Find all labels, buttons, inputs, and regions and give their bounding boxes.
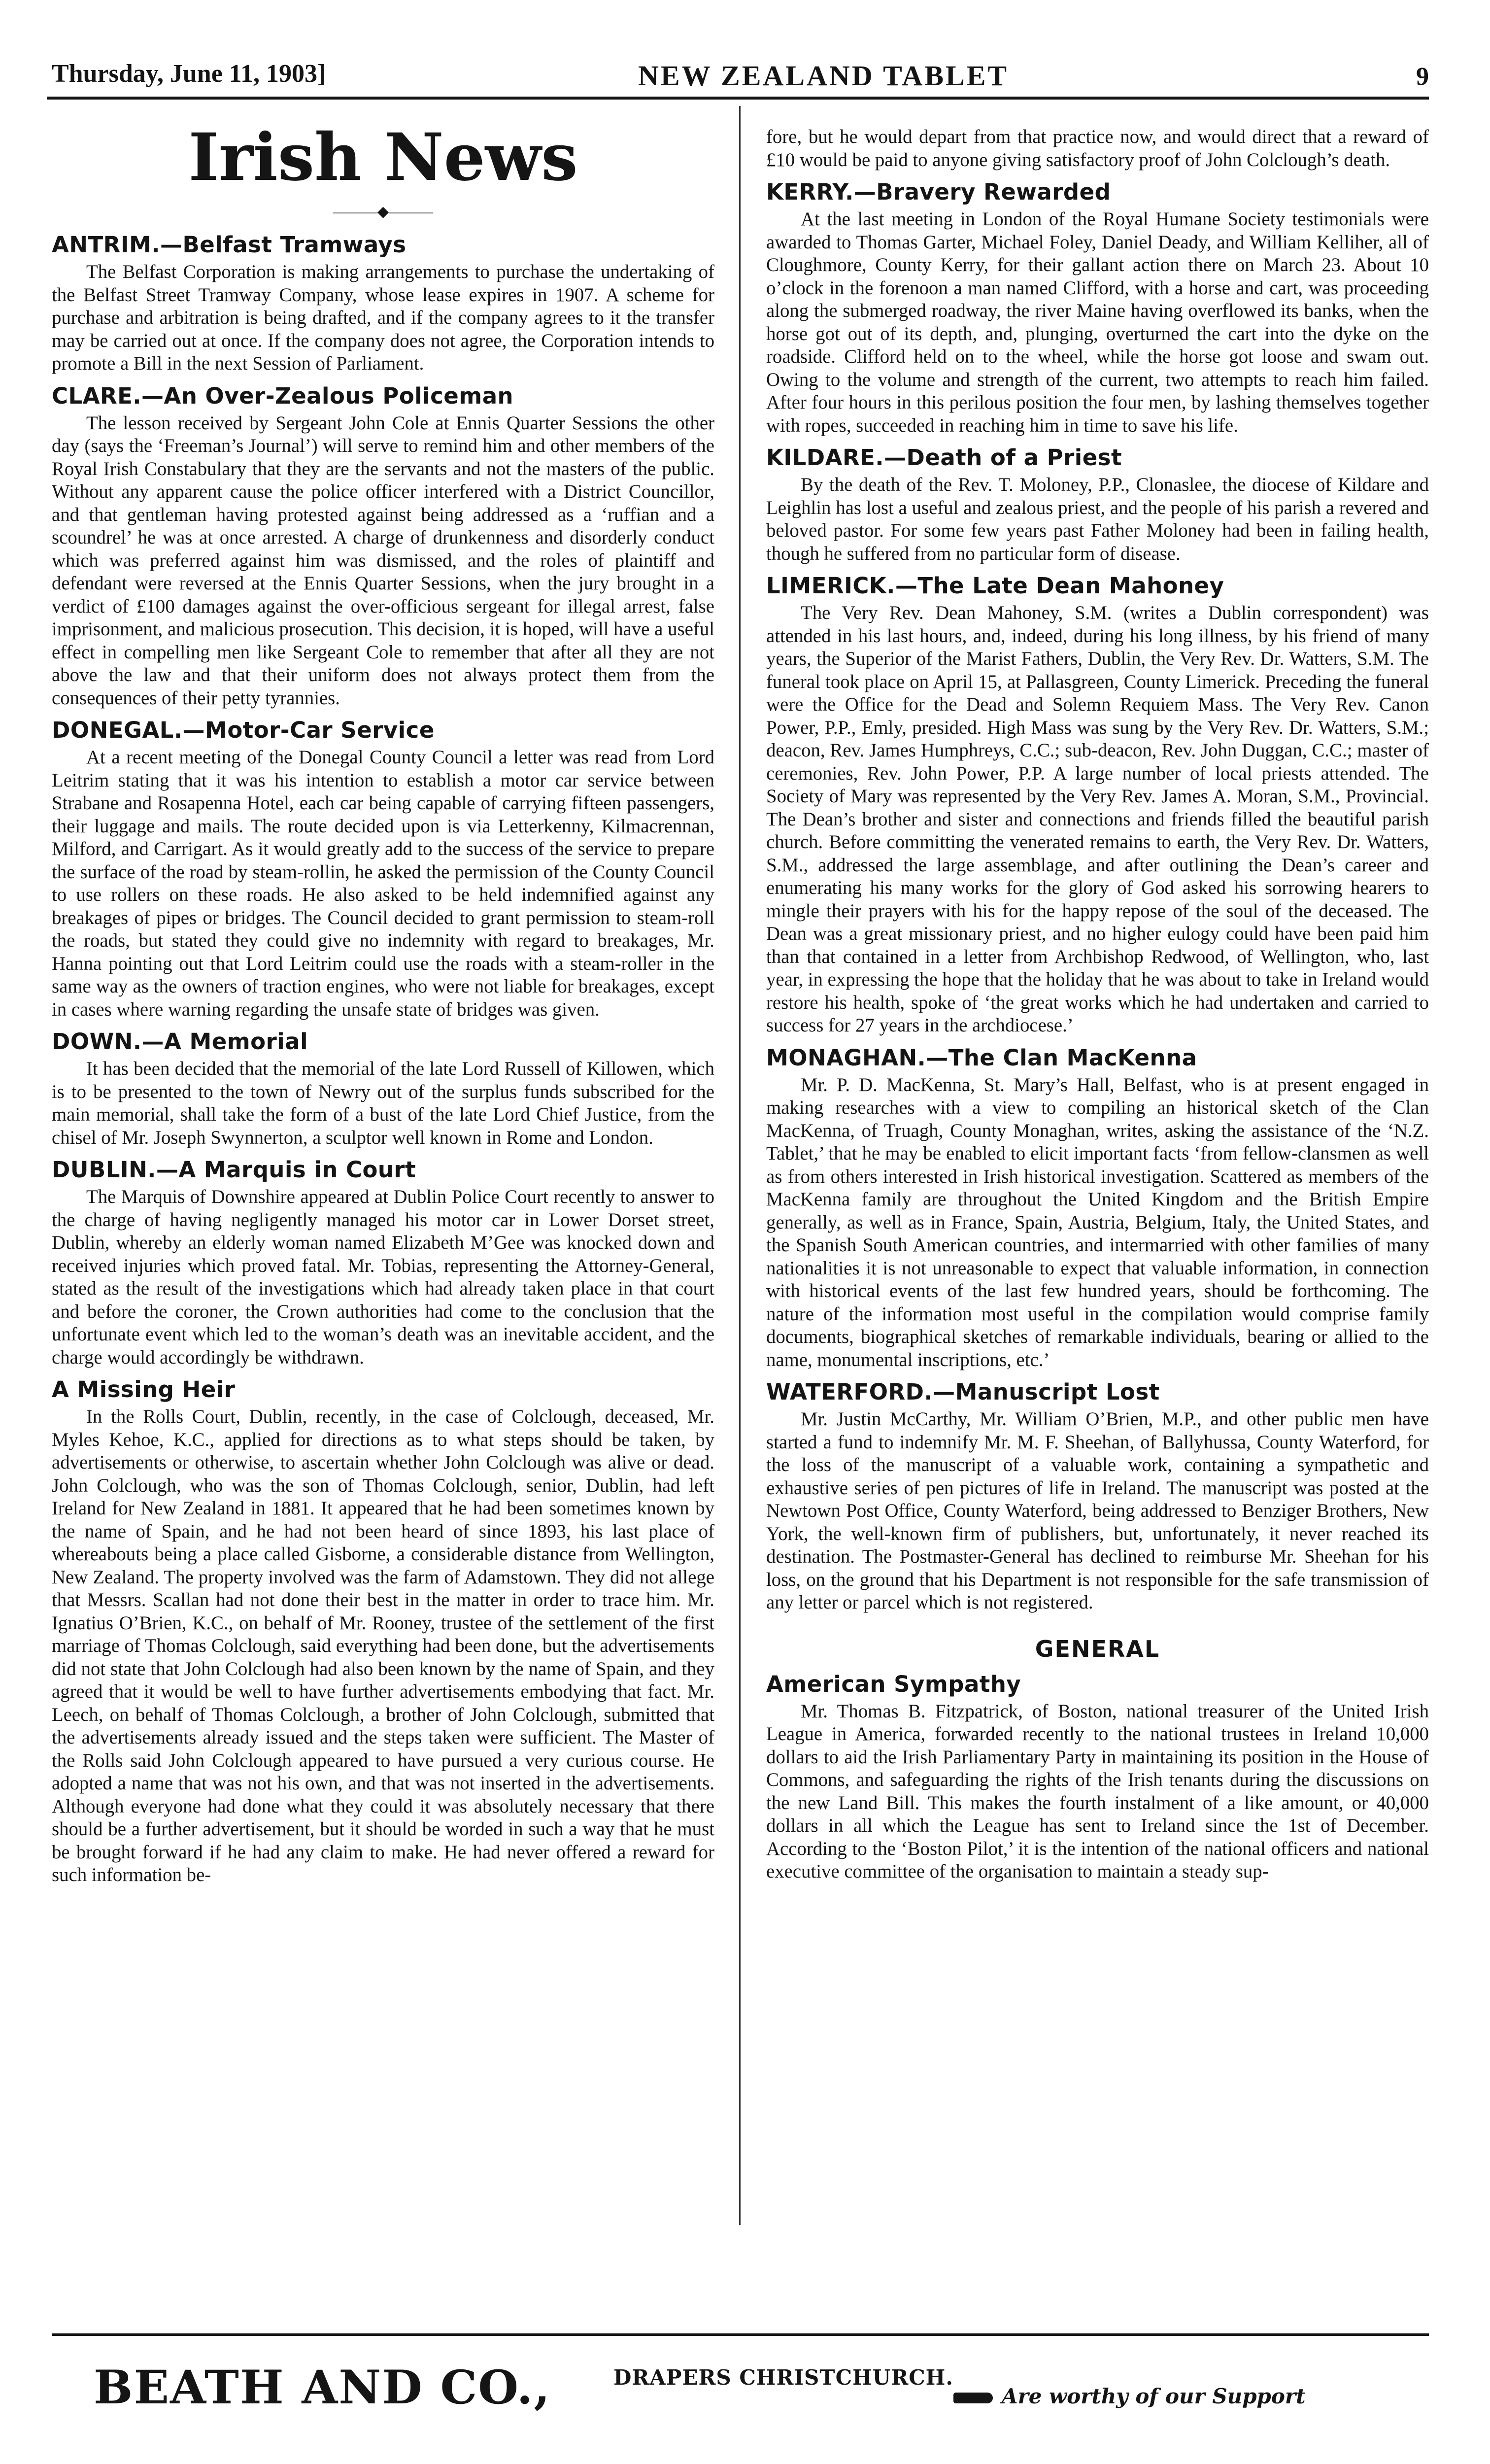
advertiser-tagline: Are worthy of our Support — [1002, 2384, 1306, 2408]
left-articles — [52, 231, 714, 1887]
pointing-hand-icon — [953, 2393, 993, 2403]
right-articles — [766, 126, 1429, 1614]
article-title: Death of a Priest — [906, 445, 1122, 471]
article-title: Motor-Car Service — [205, 717, 435, 743]
heading-dash: — — [933, 1379, 955, 1405]
article-paragraph: Mr. P. D. MacKenna, St. Mary’s Hall, Belfast, who is at present engaged in making researches with a view to compiling an historical sketch of the Clan MacKenna, of Truagh, County Monaghan, writes, asking the assistance of the ‘N.Z. Tablet,’ that he may be enabled to elicit important facts ‘from fellow-clansmen as well as from others interested in Irish historical investigation. Scattered as members of the MacKenna family are throughout the United Kingdom and the British Empire generally, as well as in France, Spain, Austria, Belgium, Italy, the United States, and the Spanish South American countries, and intermarried with other families of many nationalities it is not unreasonable to expect that valuable information, in connection with historical events of the last few hundred years, should be forthcoming. The nature of the information most useful in the compilation would comprise family documents, biographical sketches of remarkable individuals, bearing or allied to the name, monumental inscriptions, etc.’ — [766, 1074, 1429, 1370]
article-heading — [766, 1044, 1429, 1072]
heading-dash: — — [182, 717, 205, 743]
column-divider — [739, 106, 741, 2225]
article-paragraph: It has been decided that the memorial of the late Lord Russell of Killowen, which is to be presented to the town of Newry out of the surplus funds subscribed for the main memorial, shall take the form of a bust of the late Lord Chief Justice, from the chisel of Mr. Joseph Swynnerton, a sculptor well known in Rome and London. — [52, 1058, 714, 1148]
left-column — [52, 111, 714, 1887]
article-paragraph: At a recent meeting of the Donegal County Council a letter was read from Lord Leitrim stating that it was his intention to establish a motor car service between Strabane and Rosapenna Hotel, each car being capable of carrying fifteen passengers, their luggage and mails. The route decided upon is via Letterkenny, Kilmacrennan, Milford, and Carrigart. As it would greatly add to the success of the service to prepare the surface of the road by steam-rollin, he asked the permission of the County Council to use rollers on these roads. He also asked to be held indemnified against any breakages of pipes or bridges. The Council decided to grant permission to steam-roll the roads, but stated they could give no indemnity with regard to breakages, Mr. Hanna pointing out that Lord Leitrim could use the roads with a steam-roller in the same way as the owners of traction engines, who were not liable for breakages, except in cases where warning regarding the unsafe state of bridges was given. — [52, 747, 714, 1020]
article-title: American Sympathy — [766, 1671, 1021, 1697]
masthead — [52, 55, 1429, 97]
article-title: An Over-Zealous Policeman — [164, 382, 514, 409]
article-county: DOWN. — [52, 1028, 142, 1055]
footer-rule — [52, 2333, 1429, 2336]
article-paragraph: The Belfast Corporation is making arrangements to purchase the undertaking of the Belfast Street Tramway Company, whose lease expires in 1907. A scheme for purchase and arbitration is being drafted, and if the company agrees to it the transfer may be carried out at once. If the company does not agree, the Corporation intends to promote a Bill in the next Session of Parliament. — [52, 261, 714, 374]
section-title: Irish News — [188, 119, 578, 196]
heading-dash: — — [141, 1028, 164, 1055]
article-paragraph: fore, but he would depart from that practice now, and would direct that a reward of £10 would be paid to anyone giving satisfactory proof of John Colclough’s death. — [766, 126, 1429, 171]
general-heading: GENERAL — [1035, 1635, 1160, 1662]
ornament-divider: ———◆——— — [333, 204, 434, 220]
article-paragraph: At the last meeting in London of the Royal Humane Society testimonials were awarded to Thomas Garter, Michael Foley, Daniel Deady, and William Kelliher, all of Cloughmore, County Kerry, for their gallant action there on March 23. About 10 o’clock in the forenoon a man named Clifford, with a horse and cart, was proceeding along the submerged roadway, the river Maine having overflowed its banks, when the horse got out of its depth, and, plunging, overturned the cart into the dyke on the roadside. Clifford held on to the wheel, while the horse got loose and swam out. Owing to the volume and strength of the current, two attempts to reach him failed. After four hours in this perilous position the four men, by lashing themselves together with ropes, succeeded in reaching him in time to save his life. — [766, 208, 1429, 436]
article-heading — [52, 382, 714, 410]
advertiser-tagline-wrap — [953, 2384, 1305, 2408]
article-title: A Marquis in Court — [178, 1157, 416, 1183]
article-county: KERRY. — [766, 179, 854, 205]
article-paragraph: The lesson received by Sergeant John Cole at Ennis Quarter Sessions the other day (says the ‘Freeman’s Journal’) will serve to remind him and other members of the Royal Irish Constabulary that they are the servants and not the masters of the public. Without any apparent cause the police officer interfered with a District Councillor, and that gentleman having protested against being addressed as a ‘ruffian and a scoundrel’ he was at once arrested. A charge of drunkenness and disorderly conduct which was preferred against him was dismissed, and the roles of plaintiff and defendant were reversed at the Ennis Quarter Sessions, when the jury brought in a verdict of £100 damages against the over-officious sergeant for illegal arrest, false imprisonment, and malicious prosecution. This decision, it is hoped, will have a useful effect in compelling men like Sergeant Cole to remember that after all they are not above the law and that their uniform does not always protect them from the consequences of their petty tyrannies. — [52, 412, 714, 709]
article-heading — [52, 1156, 714, 1184]
heading-dash: — — [141, 382, 164, 409]
article-heading — [52, 1376, 714, 1403]
article-title: A Memorial — [164, 1028, 308, 1055]
heading-dash: — — [895, 573, 918, 599]
article-paragraph: The Very Rev. Dean Mahoney, S.M. (writes a Dublin correspondent) was attended in his last hours, and, indeed, during his long illness, by his friend of many years, the Superior of the Marist Fathers, Dublin, the Very Rev. Dr. Watters, S.M. The funeral took place on April 15, at Pallasgreen, County Limerick. Preceding the funeral were the Office for the Dead and Solemn Requiem Mass. The Very Rev. Canon Power, P.P., Emly, presided. High Mass was sung by the Very Rev. Dr. Watters, S.M.; deacon, Rev. James Humphreys, C.C.; sub-deacon, Rev. John Duggan, C.C.; master of ceremonies, Rev. John Power, P.P. A large number of local priests attended. The Society of Mary was represented by the Very Rev. James A. Moran, S.M., Provincial. The Dean’s brother and sister and connections and friends filled the beautiful parish church. Before committing the venerated remains to earth, the Very Rev. Dr. Watters, S.M., addressed the large assemblage, and after outlining the Dean’s career and enumerating his many works for the glory of God asked his sorrowing hearers to mingle their prayers with his for the happy repose of the soul of the deceased. The Dean was a great missionary priest, and no higher eulogy could have been paid him than that contained in a letter from Archbishop Redwood, of Wellington, who, last year, in expressing the hope that the holiday that he was about to take in Ireland would restore his health, spoke of ‘the great works which he had undertaken and carried to success for 27 years in the archdiocese.’ — [766, 602, 1429, 1036]
article-heading — [766, 178, 1429, 206]
article-title: The Late Dean Mahoney — [917, 573, 1224, 599]
issue-date: Thursday, June 11, 1903] — [52, 60, 326, 88]
article-heading — [52, 231, 714, 259]
article-county: WATERFORD. — [766, 1379, 933, 1405]
article-heading — [766, 1378, 1429, 1406]
masthead-rule — [47, 97, 1429, 100]
article-heading — [52, 717, 714, 744]
heading-dash: — — [926, 1044, 948, 1071]
heading-dash: — — [883, 445, 907, 471]
article-title: Belfast Tramways — [182, 232, 406, 258]
article-county: MONAGHAN. — [766, 1044, 926, 1071]
right-column — [766, 126, 1429, 1883]
article-title: Manuscript Lost — [955, 1379, 1160, 1405]
page-number: 9 — [1416, 63, 1429, 91]
advertiser-trade: DRAPERS CHRISTCHURCH. — [613, 2365, 953, 2390]
article-title: Bravery Rewarded — [876, 179, 1111, 205]
article-county: KILDARE. — [766, 445, 884, 471]
advertiser-name: BEATH AND CO., — [94, 2361, 551, 2415]
article-heading — [52, 1028, 714, 1056]
article-county: DUBLIN. — [52, 1157, 156, 1183]
article-paragraph: By the death of the Rev. T. Moloney, P.P., Clonaslee, the diocese of Kildare and Leighlin has lost a useful and zealous priest, and the people of his parish a revered and beloved pastor. For some few years past Father Moloney had been in failing health, though he suffered from no particular form of disease. — [766, 474, 1429, 564]
article-county: LIMERICK. — [766, 573, 895, 599]
article-heading — [766, 444, 1429, 472]
article-title: A Missing Heir — [52, 1376, 236, 1403]
article-title: The Clan MacKenna — [948, 1044, 1197, 1071]
heading-dash: — — [853, 179, 877, 205]
article-county: DONEGAL. — [52, 717, 183, 743]
advertisement-footer — [52, 2346, 1429, 2415]
article-heading — [766, 572, 1429, 600]
newspaper-title: NEW ZEALAND TABLET — [638, 60, 1009, 92]
article-paragraph: Mr. Justin McCarthy, Mr. William O’Brien, M.P., and other public men have started a fund to indemnify Mr. M. F. Sheehan, of Ballyhussa, County Waterford, for the loss of the manuscript of a valuable work, containing a sympathetic and exhaustive series of pen pictures of life in Ireland. The manuscript was posted at the Newtown Post Office, County Waterford, being addressed to Benziger Brothers, New York, the well-known firm of publishers, but, unfortunately, it never reached its destination. The Postmaster-General has declined to reimburse Mr. Sheehan for his loss, on the ground that his Department is not responsible for the safe transmission of any letter or parcel which is not registered. — [766, 1408, 1429, 1613]
article-county: ANTRIM. — [52, 232, 160, 258]
article-paragraph: Mr. Thomas B. Fitzpatrick, of Boston, national treasurer of the United Irish League in America, forwarded recently to the national trustees in Ireland 10,000 dollars to aid the Irish Parliamentary Party in maintaining its position in the House of Commons, and safeguarding the rights of the Irish tenants during the discussions on the new Land Bill. This makes the fourth instalment of a like amount, or 40,000 dollars in all which the League has sent to Ireland since the 1st of December. According to the ‘Boston Pilot,’ it is the intention of the national officers and national executive committee of the organisation to maintain a steady sup- — [766, 1700, 1429, 1882]
heading-dash: — — [156, 1157, 179, 1183]
article-paragraph: The Marquis of Downshire appeared at Dublin Police Court recently to answer to the charge of having negligently managed his motor car in Lower Dorset street, Dublin, whereby an elderly woman named Elizabeth M’Gee was knocked down and received injuries which proved fatal. Mr. Tobias, representing the Attorney-General, stated as the result of the investigations which had already taken place in that court and before the coroner, the Crown authorities had come to the conclusion that the unfortunate event which led to the woman’s death was an inevitable accident, and the charge would accordingly be withdrawn. — [52, 1186, 714, 1368]
article-paragraph: In the Rolls Court, Dublin, recently, in the case of Colclough, deceased, Mr. Myles Kehoe, K.C., applied for directions as to what steps should be taken, by advertisements or otherwise, to ascertain whether John Colclough was alive or dead. John Colclough, who was the son of Thomas Colclough, senior, Dublin, had left Ireland for New Zealand in 1881. It appeared that he had been sometimes known by the name of Spain, and he had not been heard of since 1893, his last place of whereabouts being a place called Gisborne, a considerable distance from Wellington, New Zealand. The property involved was the farm of Adamstown. They did not allege that Messrs. Scallan had not done their best in the matter in order to trace him. Mr. Ignatius O’Brien, K.C., on behalf of Mr. Rooney, trustee of the settlement of the first marriage of Thomas Colclough, said everything had been done, but the advertisements did not state that John Colclough had also been known by the name of Spain, and they agreed that it would be well to have further advertisements embodying that fact. Mr. Leech, on behalf of Thomas Colclough, a brother of John Colclough, submitted that the advertisements already issued and the steps taken were sufficient. The Master of the Rolls said John Colclough appeared to have pursued a very curious course. He adopted a name that was not his own, and that was not inserted in the advertisements. Although everyone had done what they could it was absolutely necessary that there should be a further advertisement, but it should be worded in such a way that he must be brought forward if he had any claim to make. He had never offered a reward for such information be- — [52, 1406, 714, 1885]
heading-dash: — — [160, 232, 183, 258]
article-county: CLARE. — [52, 382, 142, 409]
